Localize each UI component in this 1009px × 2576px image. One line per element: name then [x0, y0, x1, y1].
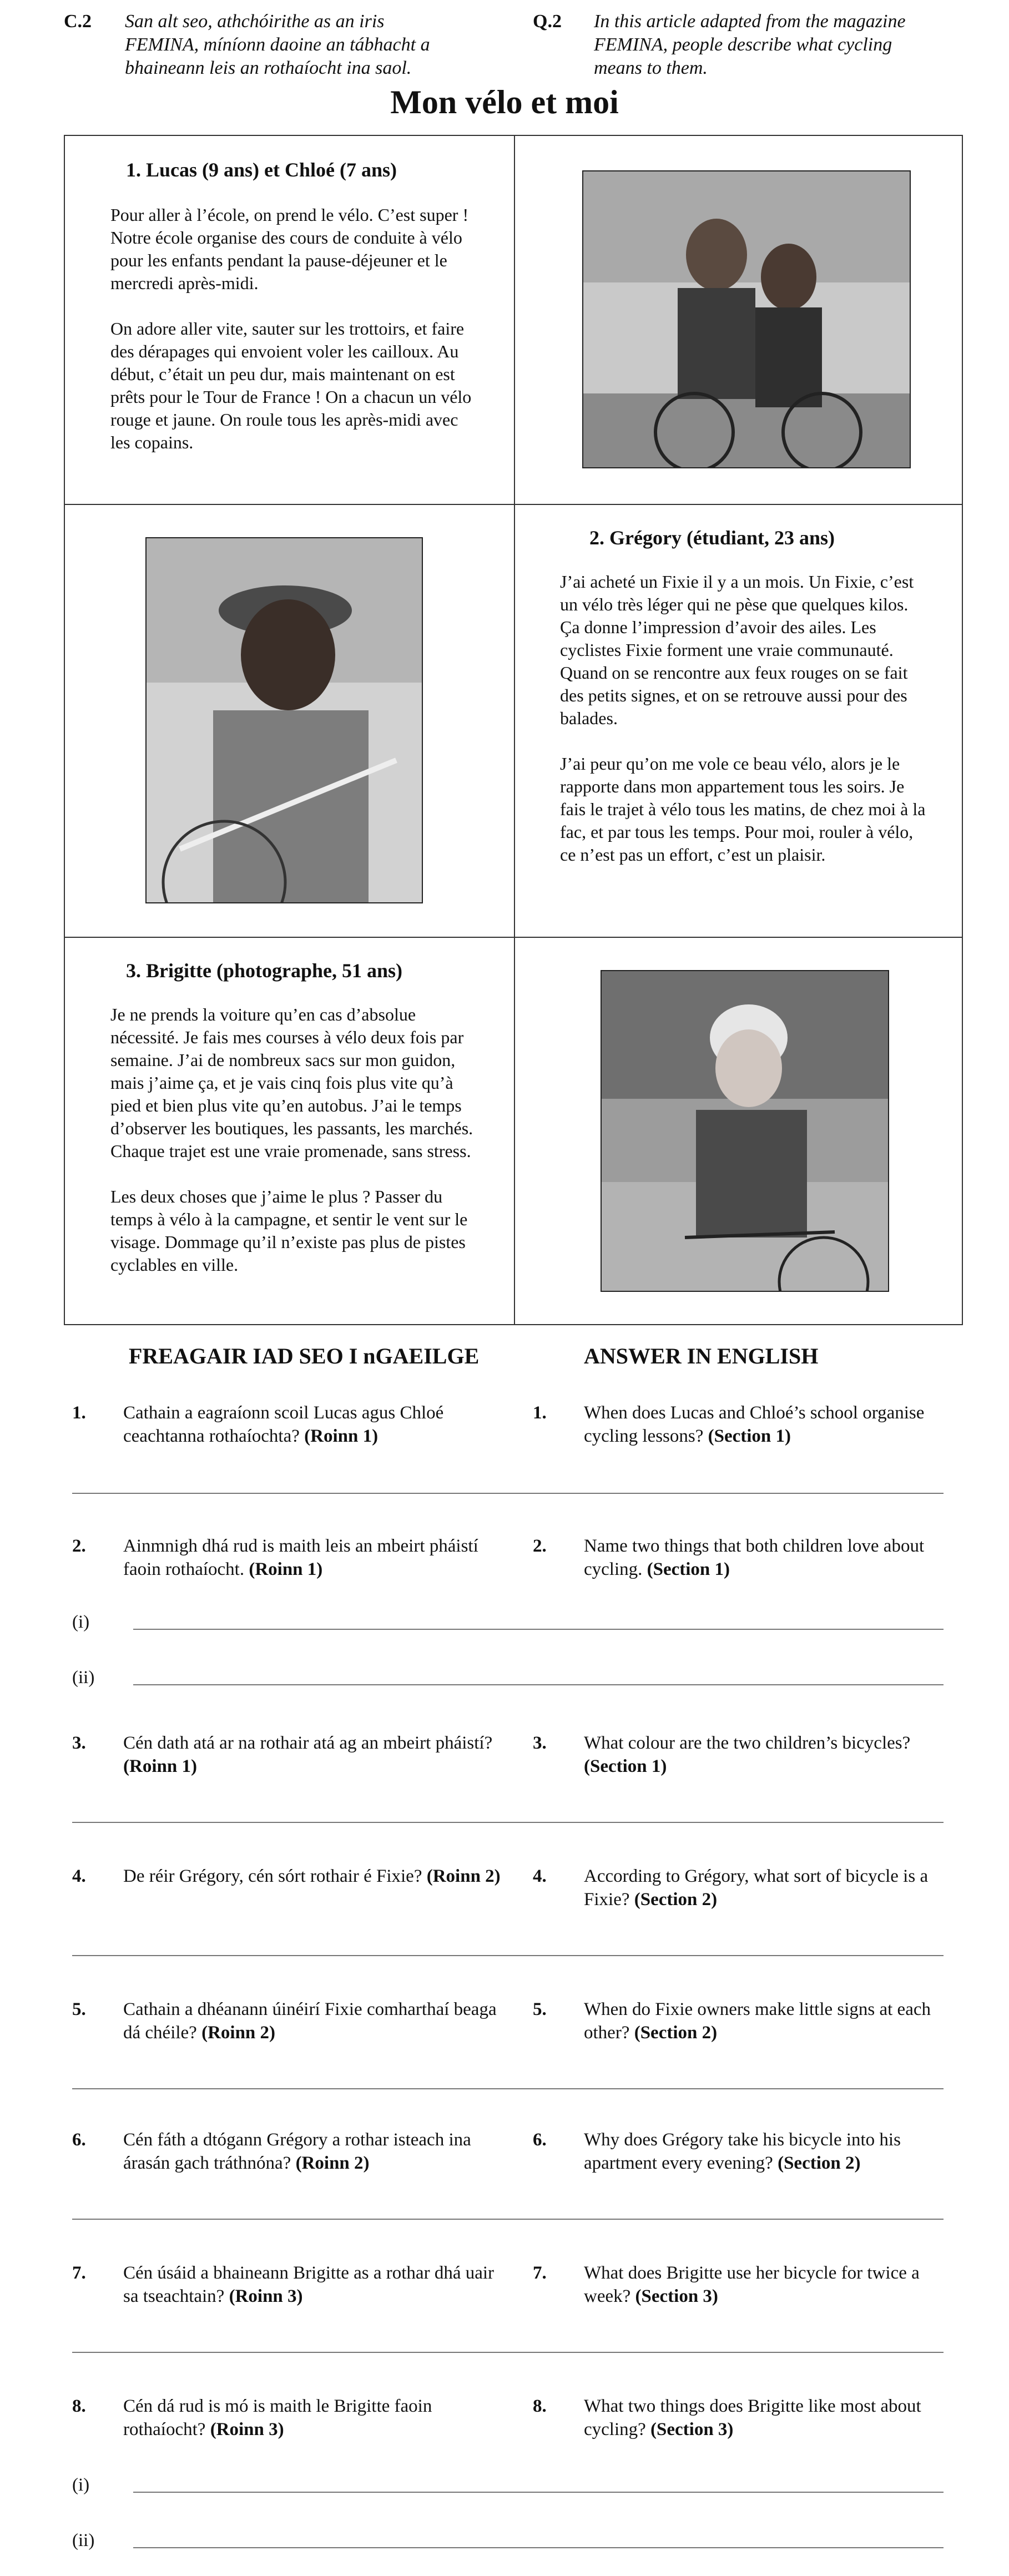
question-6-number-english: 6. [533, 2130, 547, 2150]
photo-gregory-image [147, 538, 422, 902]
grid-divider-2 [65, 937, 962, 938]
answer-line-1[interactable] [72, 1493, 944, 1494]
photo-gregory [145, 537, 423, 903]
answer-line-7[interactable] [72, 2352, 944, 2353]
question-2-ref-english: (Section 1) [647, 1559, 730, 1579]
question-8-text-english: What two things does Brigitte like most about cycling? [584, 2396, 921, 2439]
question-8-text-irish: Cén dá rud is mó is maith le Brigitte faoin rothaíocht? [123, 2396, 432, 2439]
question-5-ref-irish: (Roinn 2) [201, 2023, 276, 2043]
question-5-ref-english: (Section 2) [634, 2023, 718, 2043]
question-4-ref-english: (Section 2) [634, 1890, 718, 1910]
question-1-ref-english: (Section 1) [708, 1426, 791, 1446]
question-1-text-irish: Cathain a eagraíonn scoil Lucas agus Chloé ceachtanna rothaíochta? [123, 1403, 444, 1446]
answer-line-8-ii[interactable] [133, 2547, 944, 2548]
question-4-number-irish: 4. [72, 1866, 86, 1886]
heading-answer-irish: FREAGAIR IAD SEO I nGAEILGE [129, 1343, 480, 1368]
section-1-paragraph-2: On adore aller vite, sauter sur les trottoirs, et faire des dérapages qui envoient voler les cailloux. Au début, c’était un peu dur, mais maintenant on est prêts pour le Tour de France ! On a chacun un vélo rouge et jaune. On roule tous les après-midi avec les copains. [110, 319, 472, 452]
answer-line-5[interactable] [72, 2088, 944, 2089]
answer-line-2-ii[interactable] [133, 1684, 944, 1685]
question-5-number-english: 5. [533, 1999, 547, 2019]
question-5-number-irish: 5. [72, 1999, 86, 2019]
photo-brigitte [601, 970, 889, 1292]
question-7-text-english: What does Brigitte use her bicycle for twice a week? [584, 2263, 920, 2306]
question-6-ref-irish: (Roinn 2) [295, 2153, 370, 2173]
answer-line-2-i[interactable] [133, 1629, 944, 1630]
answer-line-4[interactable] [72, 1955, 944, 1956]
section-3-text [110, 1003, 477, 1299]
answer-line-6[interactable] [72, 2219, 944, 2220]
question-7-text-irish: Cén úsáid a bhaineann Brigitte as a rothar dhá uair sa tseachtain? [123, 2263, 495, 2306]
answer-label-2-ii: (ii) [72, 1668, 95, 1688]
question-2-number-english: 2. [533, 1536, 547, 1556]
answer-label-2-i: (i) [72, 1612, 90, 1632]
question-7-number-irish: 7. [72, 2263, 86, 2283]
intro-english: In this article adapted from the magazine FEMINA, people describe what cycling means to them. [594, 11, 906, 78]
question-2-number-irish: 2. [72, 1536, 86, 1556]
intro-irish: San alt seo, athchóirithe as an iris FEMINA, míníonn daoine an tábhacht a bhaineann leis an rothaíocht ina saol. [125, 11, 430, 78]
question-2-ref-irish: (Roinn 1) [249, 1559, 323, 1579]
article-title: Mon vélo et moi [390, 84, 619, 120]
question-2-text-irish: Ainmnigh dhá rud is maith leis an mbeirt pháistí faoin rothaíocht. [123, 1536, 478, 1579]
question-3-ref-english: (Section 1) [584, 1756, 667, 1776]
question-3-ref-irish: (Roinn 1) [123, 1756, 197, 1776]
photo-lucas-chloe-image [583, 171, 910, 467]
question-4-ref-irish: (Roinn 2) [426, 1866, 501, 1886]
section-3-heading: 3. Brigitte (photographe, 51 ans) [126, 959, 402, 982]
question-3-number-english: 3. [533, 1733, 547, 1753]
section-2-paragraph-1: J’ai acheté un Fixie il y a un mois. Un Fixie, c’est un vélo très léger qui ne pèse que quelques kilos. Ça donne l’impression d’avoir des ailes. Les cyclistes Fixie forment une vraie communauté. Quand on se rencontre aux feux rouges on se fait des petits signes, et on se retrouve aussi pour des balades. [560, 572, 914, 728]
question-3-number-irish: 3. [72, 1733, 86, 1753]
answer-label-8-i: (i) [72, 2475, 90, 2495]
question-6-number-irish: 6. [72, 2130, 86, 2150]
question-code-irish: C.2 [64, 11, 92, 32]
question-7-ref-irish: (Roinn 3) [229, 2286, 303, 2306]
section-2-text [560, 570, 926, 889]
section-2-paragraph-2: J’ai peur qu’on me vole ce beau vélo, alors je le rapporte dans mon appartement tous les soirs. Je fais le trajet à vélo tous les matins, de chez moi à la fac, et par tous les temps. Pour moi, rouler à vélo, ce n’est pas un effort, c’est un plaisir. [560, 754, 926, 865]
answer-line-8-i[interactable] [133, 2492, 944, 2493]
question-4-text-irish: De réir Grégory, cén sórt rothair é Fixie? [123, 1866, 422, 1886]
question-3-text-english: What colour are the two children’s bicycles? [584, 1733, 911, 1753]
question-4-number-english: 4. [533, 1866, 547, 1886]
question-8-number-english: 8. [533, 2396, 547, 2416]
heading-answer-english: ANSWER IN ENGLISH [584, 1343, 819, 1368]
question-1-number-english: 1. [533, 1403, 547, 1423]
question-6-ref-english: (Section 2) [778, 2153, 861, 2173]
question-7-number-english: 7. [533, 2263, 547, 2283]
photo-lucas-chloe [582, 170, 911, 468]
answer-line-3[interactable] [72, 1822, 944, 1823]
section-1-heading: 1. Lucas (9 ans) et Chloé (7 ans) [126, 159, 397, 181]
photo-brigitte-image [602, 971, 888, 1291]
question-8-number-irish: 8. [72, 2396, 86, 2416]
question-1-number-irish: 1. [72, 1403, 86, 1423]
section-1-paragraph-1: Pour aller à l’école, on prend le vélo. C’est super ! Notre école organise des cours de conduite à vélo pour les enfants pendant la pause-déjeuner et le mercredi après-midi. [110, 205, 469, 293]
article-grid [64, 135, 963, 1325]
question-4-text-english: According to Grégory, what sort of bicycle is a Fixie? [584, 1866, 929, 1910]
question-8-ref-irish: (Roinn 3) [210, 2420, 284, 2439]
section-3-paragraph-2: Les deux choses que j’aime le plus ? Passer du temps à vélo à la campagne, et sentir le vent sur le visage. Dommage qu’il n’existe pas plus de pistes cyclables en ville. [110, 1186, 468, 1275]
question-7-ref-english: (Section 3) [635, 2286, 718, 2306]
question-6-text-english: Why does Grégory take his bicycle into his apartment every evening? [584, 2130, 901, 2173]
question-6-text-irish: Cén fáth a dtógann Grégory a rothar isteach ina árasán gach tráthnóna? [123, 2130, 471, 2173]
section-2-heading: 2. Grégory (étudiant, 23 ans) [589, 527, 835, 549]
question-8-ref-english: (Section 3) [650, 2420, 734, 2439]
question-5-text-english: When do Fixie owners make little signs at each other? [584, 1999, 931, 2043]
grid-divider-1 [65, 504, 962, 505]
section-1-text [110, 204, 477, 477]
question-5-text-irish: Cathain a dhéanann úinéirí Fixie comharthaí beaga dá chéile? [123, 1999, 497, 2043]
question-1-ref-irish: (Roinn 1) [304, 1426, 379, 1446]
answer-label-8-ii: (ii) [72, 2530, 95, 2550]
question-2-text-english: Name two things that both children love about cycling. [584, 1536, 925, 1579]
question-1-text-english: When does Lucas and Chloé’s school organise cycling lessons? [584, 1403, 925, 1446]
grid-divider-vertical [514, 136, 515, 1324]
question-3-text-irish: Cén dath atá ar na rothair atá ag an mbeirt pháistí? [123, 1733, 493, 1753]
section-3-paragraph-1: Je ne prends la voiture qu’en cas d’absolue nécessité. Je fais mes courses à vélo deux fois par semaine. J’ai de nombreux sacs sur mon guidon, mais j’aime ça, et je vais cinq fois plus vite qu’à pied et bien plus vite qu’en autobus. J’ai le temps d’observer les boutiques, les passants, les marchés. Chaque trajet est une vraie promenade, sans stress. [110, 1004, 473, 1161]
question-code-english: Q.2 [533, 11, 562, 32]
